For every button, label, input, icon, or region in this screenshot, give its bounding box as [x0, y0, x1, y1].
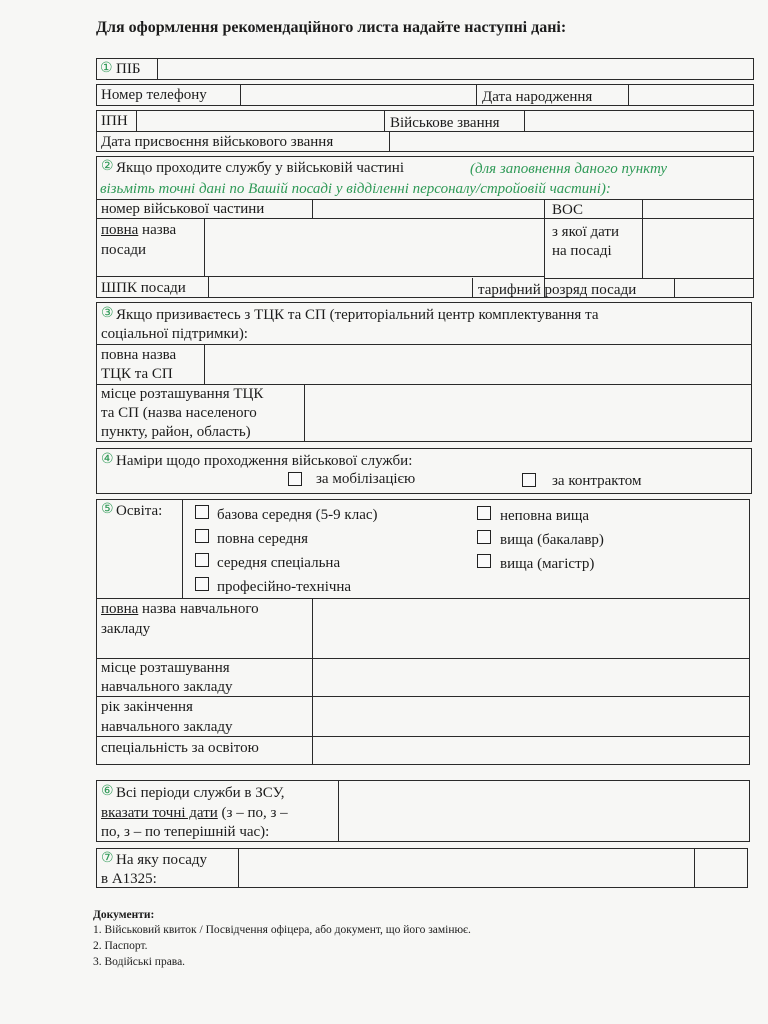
mobilization-label: за мобілізацією — [316, 471, 416, 487]
birth-date-input[interactable] — [630, 86, 752, 104]
service-periods-input[interactable] — [340, 782, 748, 840]
page-title: Для оформлення рекомендаційного листа надайте наступні дані: — [96, 19, 567, 36]
rank-date-label: Дата присвоєння військового звання — [101, 134, 334, 150]
since-date-label-line2: на посаді — [552, 243, 612, 259]
section-2-note-line2: візьміть точні дані по Вашій посаді у відділенні персоналу/стройовій частині): — [100, 181, 611, 197]
section-2-number: ② — [101, 159, 114, 174]
tariff-label: тарифний розряд посади — [478, 282, 637, 298]
section-5-number: ⑤ — [101, 502, 114, 517]
section-4-number: ④ — [101, 452, 114, 467]
position-name-input[interactable] — [206, 220, 542, 274]
tck-location-label-line2: та СП (назва населеного — [101, 405, 257, 421]
section-2-note-line1: (для заповнення даного пункту — [470, 161, 668, 177]
pib-input[interactable] — [159, 60, 749, 78]
unit-number-label: номер військової частини — [101, 201, 265, 217]
vos-label: ВОС — [552, 202, 584, 218]
birth-date-label: Дата народження — [482, 89, 593, 105]
edu-vocational-checkbox[interactable] — [195, 577, 209, 591]
institution-location-input[interactable] — [314, 660, 748, 694]
edu-full-secondary-label: повна середня — [217, 531, 309, 547]
document-item: 3. Водійські права. — [93, 956, 186, 968]
section-3-heading-line2: соціальної підтримки): — [101, 326, 248, 342]
section-3-heading-line1: Якщо призиваєтесь з ТЦК та СП (територіальний центр комплектування та — [116, 307, 599, 323]
pib-label: ПІБ — [116, 61, 141, 77]
phone-input[interactable] — [242, 86, 474, 104]
tck-name-label-line2: ТЦК та СП — [101, 366, 173, 382]
document-item: 2. Паспорт. — [93, 940, 148, 952]
tariff-input[interactable] — [676, 280, 752, 296]
edu-bachelor-label: вища (бакалавр) — [500, 532, 604, 548]
rank-input[interactable] — [526, 112, 752, 129]
section-4-heading: Наміри щодо проходження військової служби: — [116, 453, 413, 469]
mobilization-checkbox[interactable] — [288, 472, 302, 486]
since-date-label-line1: з якої дати — [552, 224, 620, 240]
since-date-input[interactable] — [644, 220, 752, 276]
institution-name-label-line1: повна назва навчального — [101, 601, 259, 617]
tck-location-input[interactable] — [306, 386, 750, 440]
graduation-year-label-line2: навчального закладу — [101, 719, 233, 735]
edu-incomplete-higher-label: неповна вища — [500, 508, 590, 524]
graduation-year-label-line1: рік закінчення — [101, 699, 193, 715]
edu-specialized-secondary-label: середня спеціальна — [217, 555, 341, 571]
vos-input[interactable] — [644, 200, 752, 217]
tck-location-label-line1: місце розташування ТЦК — [101, 386, 264, 402]
specialty-input[interactable] — [314, 738, 748, 763]
edu-master-checkbox[interactable] — [477, 554, 491, 568]
phone-label: Номер телефону — [101, 87, 207, 103]
desired-position-input[interactable] — [240, 850, 692, 886]
tck-location-label-line3: пункту, район, область) — [101, 424, 251, 440]
edu-vocational-label: професійно-технічна — [217, 579, 352, 595]
desired-position-label-line2: в А1325: — [101, 871, 157, 887]
institution-name-input[interactable] — [314, 600, 748, 656]
section-3-number: ③ — [101, 306, 114, 321]
shpk-input[interactable] — [210, 278, 470, 296]
tck-name-label-line1: повна назва — [101, 347, 177, 363]
documents-heading: Документи: — [93, 909, 155, 921]
position-name-label-line1: повна назва — [101, 222, 177, 238]
position-name-label-line2: посади — [101, 242, 147, 258]
document-item: 1. Військовий квиток / Посвідчення офіцера, або документ, що його замінює. — [93, 924, 471, 936]
edu-specialized-secondary-checkbox[interactable] — [195, 553, 209, 567]
tck-name-input[interactable] — [206, 346, 750, 382]
service-periods-label-line1: Всі періоди служби в ЗСУ, — [116, 785, 285, 801]
desired-position-label-line1: На яку посаду — [116, 852, 207, 868]
institution-location-label-line2: навчального закладу — [101, 679, 233, 695]
specialty-label: спеціальність за освітою — [101, 740, 259, 756]
section-7-number: ⑦ — [101, 851, 114, 866]
unit-number-input[interactable] — [314, 200, 542, 217]
edu-full-secondary-checkbox[interactable] — [195, 529, 209, 543]
section-6-number: ⑥ — [101, 784, 114, 799]
section-1-number: ① — [100, 61, 113, 76]
contract-label: за контрактом — [552, 473, 642, 489]
section-2-heading: Якщо проходите службу у військовій частині — [116, 160, 405, 176]
graduation-year-input[interactable] — [314, 698, 748, 734]
desired-position-extra-input[interactable] — [696, 850, 746, 886]
service-periods-label-line2: вказати точні дати (з – по, з – — [101, 805, 288, 821]
edu-basic-label: базова середня (5-9 клас) — [217, 507, 378, 523]
shpk-label: ШПК посади — [101, 280, 186, 296]
ipn-label: ІПН — [101, 113, 128, 129]
institution-location-label-line1: місце розташування — [101, 660, 230, 676]
edu-master-label: вища (магістр) — [500, 556, 595, 572]
edu-incomplete-higher-checkbox[interactable] — [477, 506, 491, 520]
service-periods-label-line3: по, з – по теперішній час): — [101, 824, 270, 840]
contract-checkbox[interactable] — [522, 473, 536, 487]
edu-bachelor-checkbox[interactable] — [477, 530, 491, 544]
rank-date-input[interactable] — [391, 133, 752, 150]
edu-basic-checkbox[interactable] — [195, 505, 209, 519]
institution-name-label-line2: закладу — [101, 621, 151, 637]
rank-label: Військове звання — [390, 115, 500, 131]
section-5-heading: Освіта: — [116, 503, 163, 519]
ipn-input[interactable] — [138, 112, 382, 129]
